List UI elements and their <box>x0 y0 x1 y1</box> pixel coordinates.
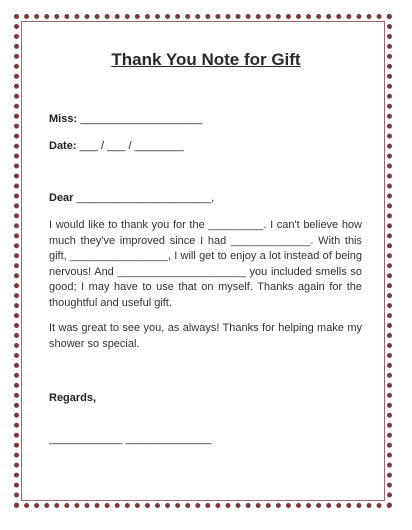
miss-field <box>49 113 203 125</box>
body-paragraph-2: It was great to see you, as always! Thanks for helping make my shower so special. <box>49 322 362 350</box>
miss-blank: ____________________ <box>80 113 203 125</box>
miss-label: Miss: <box>49 113 78 125</box>
signature-line: ____________ ______________ <box>49 433 212 445</box>
page-title: Thank You Note for Gift <box>111 50 301 69</box>
date-field <box>49 140 184 152</box>
date-blank: ___ / ___ / ________ <box>79 140 184 152</box>
date-label: Date: <box>49 140 77 152</box>
dear-label: Dear <box>49 192 74 204</box>
dear-blank: ______________________, <box>76 192 215 204</box>
salutation <box>49 192 214 204</box>
closing-regards: Regards, <box>49 392 97 404</box>
body-paragraph-1: I would like to thank you for the _________. I can't believe how much they've improved since I had _____________. With this gift, ________________, I will get to enjoy a lot instead of being nervous! And _____________________ you included smells so good; I may have to use that on myself. Thanks again for the thoughtful and useful gift. <box>49 219 362 309</box>
